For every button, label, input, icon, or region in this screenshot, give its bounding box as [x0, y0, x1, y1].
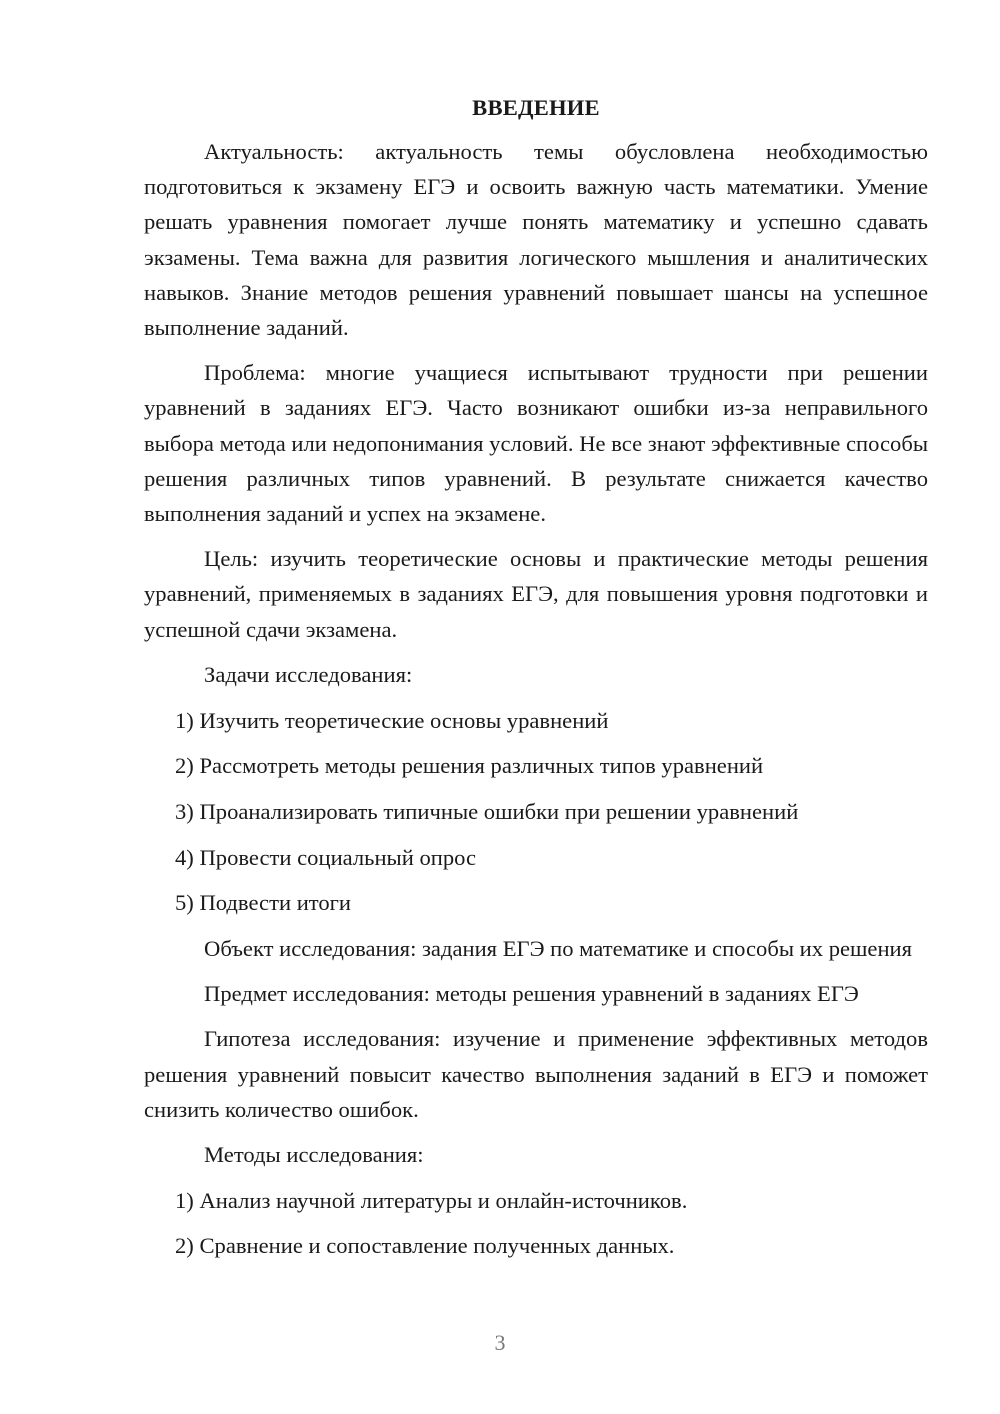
page-number: 3	[494, 1330, 506, 1355]
task-item-2: 2) Рассмотреть методы решения различных типов уравнений	[175, 753, 764, 779]
tasks-title: Задачи исследования:	[204, 661, 413, 687]
paragraph-object: Объект исследования: задания ЕГЭ по математике и способы их решения	[204, 936, 913, 962]
task-item-4: 4) Провести социальный опрос	[175, 844, 477, 870]
paragraph-actuality: Актуальность: актуальность темы обусловлена необходимостью подготовиться к экзамену ЕГЭ и освоить важную часть математики. Умение решать уравнения помогает лучше понять математику и успешно сдавать экзамены. Тема важна для развития логического мышления и аналитических навыков. Знание методов решения уравнений повышает шансы на успешное выполнение заданий.	[144, 139, 928, 341]
task-item-1: 1) Изучить теоретические основы уравнений	[175, 707, 609, 733]
paragraph-subject: Предмет исследования: методы решения уравнений в заданиях ЕГЭ	[204, 981, 859, 1007]
paragraph-problem: Проблема: многие учащиеся испытывают трудности при решении уравнений в заданиях ЕГЭ. Часто возникают ошибки из-за неправильного выбора метода или недопонимания условий. Не все знают эффективные способы решения различных типов уравнений. В результате снижается качество выполнения заданий и успех на экзамене.	[144, 360, 928, 527]
method-item-1: 1) Анализ научной литературы и онлайн-источников.	[175, 1187, 688, 1213]
task-item-5: 5) Подвести итоги	[175, 890, 352, 916]
paragraph-hypothesis: Гипотеза исследования: изучение и применение эффективных методов решения уравнений повысит качество выполнения заданий в ЕГЭ и поможет снизить количество ошибок.	[144, 1026, 928, 1122]
section-heading: ВВЕДЕНИЕ	[472, 95, 600, 120]
methods-title: Методы исследования:	[204, 1142, 424, 1168]
method-item-2: 2) Сравнение и сопоставление полученных данных.	[175, 1233, 675, 1259]
document-page	[144, 90, 928, 1274]
task-item-3: 3) Проанализировать типичные ошибки при решении уравнений	[175, 798, 799, 824]
paragraph-goal: Цель: изучить теоретические основы и практические методы решения уравнений, применяемых в заданиях ЕГЭ, для повышения уровня подготовки и успешной сдачи экзамена.	[144, 546, 928, 642]
